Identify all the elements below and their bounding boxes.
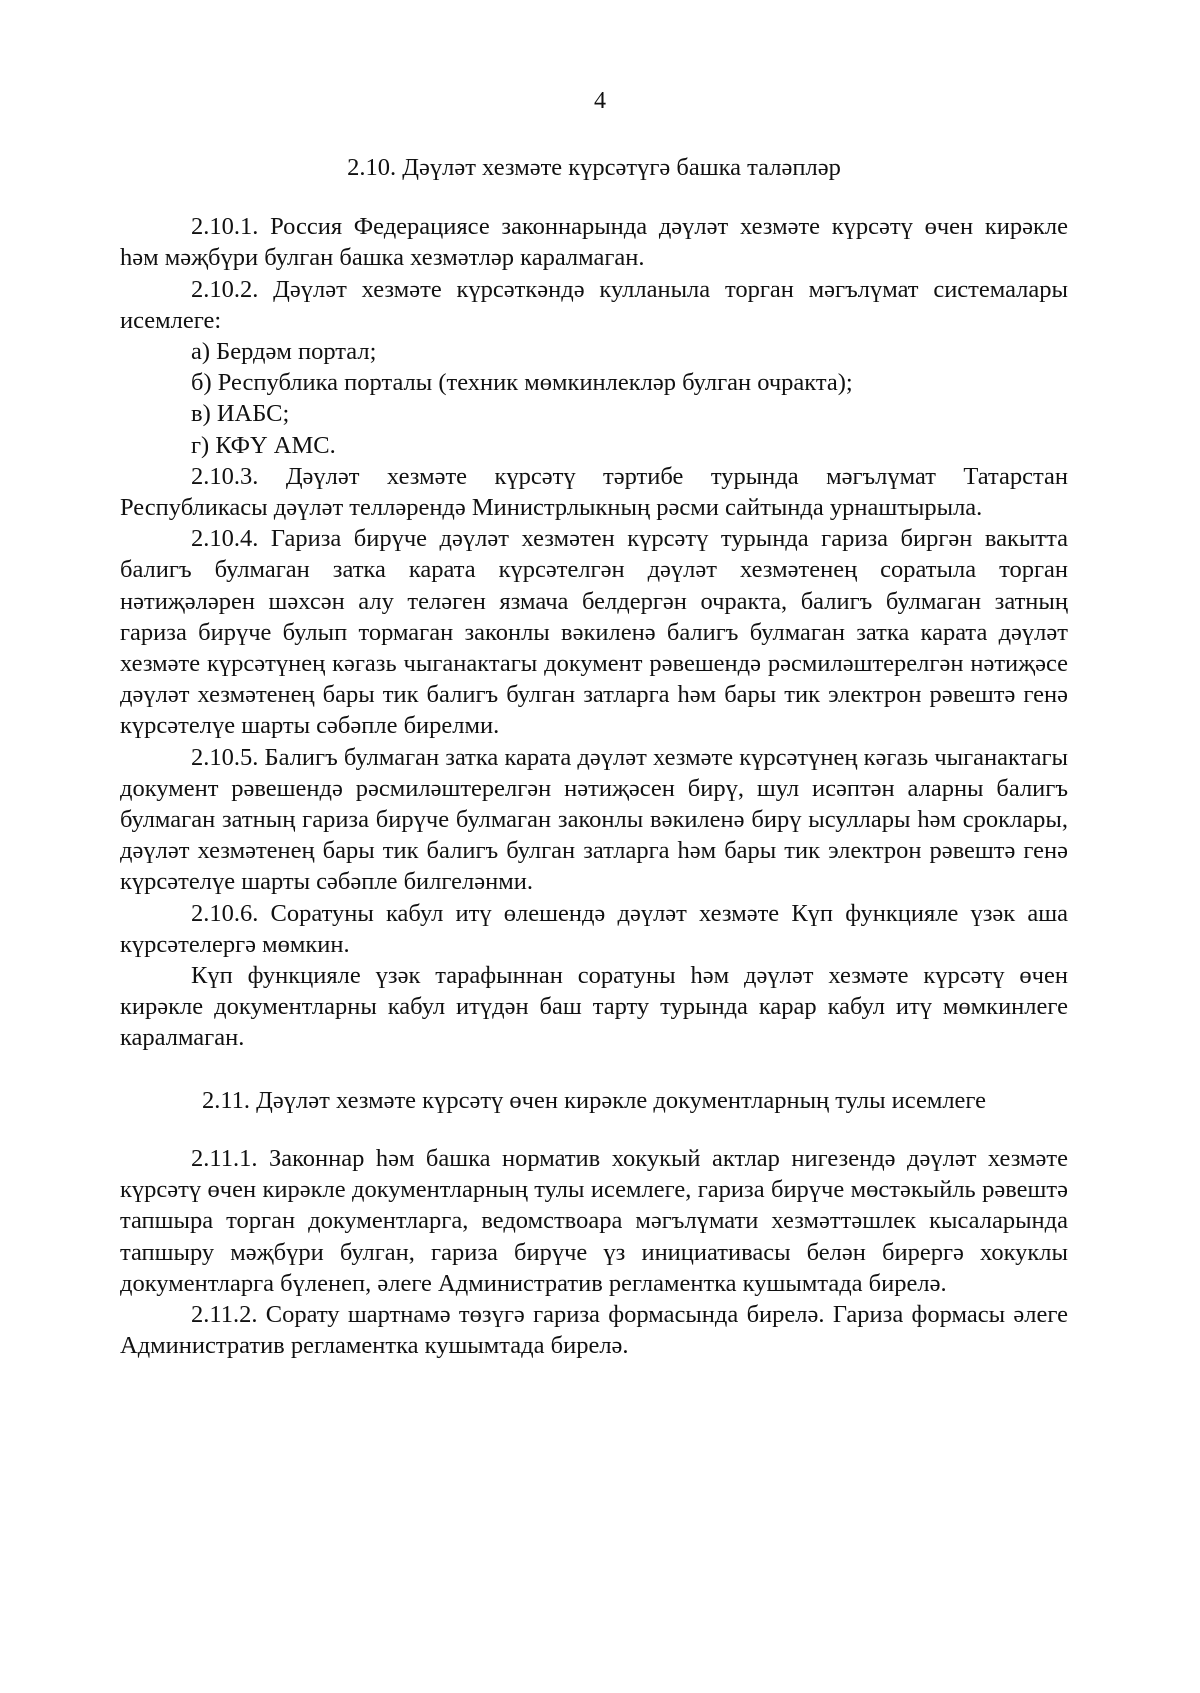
list-item-v: в) ИАБС; — [191, 400, 290, 428]
document-body — [120, 152, 1068, 1361]
paragraph-2-10-6-continued: Күп функцияле үзәк тарафыннан соратуны һәм дәүләт хезмәте күрсәтү өчен кирәкле документларны кабул итүдән баш тарту турында карар кабул итү мөмкинлеге каралмаган. — [120, 962, 1068, 1052]
paragraph-2-10-1: 2.10.1. Россия Федерациясе законнарында дәүләт хезмәте күрсәтү өчен кирәкле һәм мәҗбүри булган башка хезмәтләр каралмаган. — [120, 213, 1068, 272]
paragraph-2-10-4: 2.10.4. Гариза бирүче дәүләт хезмәтен күрсәтү турында гариза биргән вакытта балигъ булмаган затка карата күрсәтелгән дәүләт хезмәтенең соратыла торган нәтиҗәләрен шәхсән алу теләген язмача белдергән очракта, балигъ булмаган затның гариза бирүче булып тормаган законлы вәкиленә балигъ булмаган затка карата дәүләт хезмәте күрсәтүнең кәгазь чыганактагы документ рәвешендә рәсмиләштерелгән нәтиҗәсе дәүләт хезмәтенең бары тик балигъ булган затларга һәм бары тик электрон рәвештә генә күрсәтелүе шарты сәбәпле бирелми. — [120, 525, 1068, 740]
paragraph-2-10-2: 2.10.2. Дәүләт хезмәте күрсәткәндә кулланыла торган мәгълүмат системалары исемлеге: — [120, 275, 1068, 334]
list-item-b: б) Республика порталы (техник мөмкинлекләр булган очракта); — [191, 369, 853, 397]
paragraph-2-10-3: 2.10.3. Дәүләт хезмәте күрсәтү тәртибе турында мәгълүмат Татарстан Республикасы дәүләт телләрендә Министрлыкның рәсми сайтында урнаштырыла. — [120, 462, 1068, 522]
section-heading-2-11: 2.11. Дәүләт хезмәте күрсәтү өчен кирәкле документларның тулы исемлеге — [201, 1086, 987, 1114]
list-item-a: а) Бердәм портал; — [191, 338, 377, 366]
section-heading-2-10: 2.10. Дәүләт хезмәте күрсәтүгә башка таләпләр — [347, 154, 841, 181]
paragraph-2-11-1: 2.11.1. Законнар һәм башка норматив хокукый актлар нигезендә дәүләт хезмәте күрсәтү өчен кирәкле документларның тулы исемлеге, гариза бирүче мөстәкыйль рәвештә тапшыра торган документларга, ведомствоара мәгълүмати хезмәттәшлек кысаларында тапшыру мәҗбүри булган, гариза бирүче үз инициативасы белән бирергә хокуклы документларга бүленеп, әлеге Административ регламентка кушымтада бирелә. — [120, 1144, 1068, 1297]
page-number: 4 — [594, 88, 606, 114]
paragraph-2-10-5: 2.10.5. Балигъ булмаган затка карата дәүләт хезмәте күрсәтүнең кәгазь чыганактагы документ рәвешендә рәсмиләштерелгән нәтиҗәсен бирү, шул исәптән аларны балигъ булмаган затның гариза бирүче булмаган законлы вәкиленә бирү ысуллары һәм сроклары, дәүләт хезмәтенең бары тик балигъ булган затларга һәм бары тик электрон рәвештә генә күрсәтелүе шарты сәбәпле билгеләнми. — [120, 743, 1068, 896]
paragraph-2-11-2: 2.11.2. Сорату шартнамә төзүгә гариза формасында бирелә. Гариза формасы әлеге Административ регламентка кушымтада бирелә. — [120, 1300, 1068, 1360]
paragraph-2-10-6: 2.10.6. Соратуны кабул итү өлешендә дәүләт хезмәте Күп функцияле үзәк аша күрсәтелергә мөмкин. — [120, 899, 1068, 958]
list-item-g: г) КФҮ АМС. — [191, 431, 336, 459]
